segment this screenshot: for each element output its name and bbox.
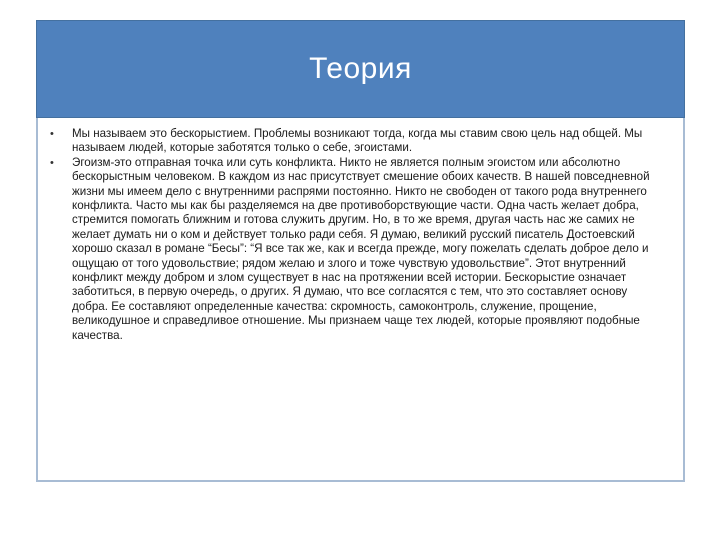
content-box: [36, 118, 685, 482]
bullet-item: [50, 127, 661, 156]
bullet-text: Мы называем это бескорыстием. Проблемы возникают тогда, когда мы ставим свою цель над общей. Мы называем людей, которые заботятся только о себе, эгоистами.: [72, 127, 643, 155]
bullet-list: [38, 118, 683, 343]
bullet-text: Эгоизм-это отправная точка или суть конфликта. Никто не является полным эгоистом или абсолютно бескорыстным человеком. В каждом из нас присутствует смешение обоих качеств. В нашей повседневной жизни мы имеем дело с внутренними распрями постоянно. Никто не свободен от такого рода внутреннего конфликта. Часто мы как бы разделяемся на две противоборствующие части. Одна часть желает добра, стремится помогать ближним и готова служить другим. Но, в то же время, другая часть нас же самих не желает думать ни о ком и действует только ради себя. Я думаю, великий русский писатель Достоевский хорошо сказал в романе “Бесы”: “Я все так же, как и всегда прежде, могу пожелать сделать доброе дело и ощущаю от того удовольствие; рядом желаю и злого и тоже чувствую удовольствие”. Этот внутренний конфликт между добром и злом существует в нас на протяжении всей истории. Бескорыстие означает заботиться, в первую очередь, о других. Я думаю, что все согласятся с тем, что это составляет основу добра. Ее составляют определенные качества: скромность, самоконтроль, служение, прощение, великодушное и справедливое отношение. Мы признаем чаще тех людей, которые проявляют подобные качества.: [72, 155, 650, 342]
title-bar: [36, 20, 685, 118]
bullet-dot-icon: •: [50, 156, 54, 169]
slide-title: Теория: [309, 52, 412, 85]
bullet-dot-icon: •: [50, 128, 54, 140]
bullet-item: [50, 156, 661, 343]
